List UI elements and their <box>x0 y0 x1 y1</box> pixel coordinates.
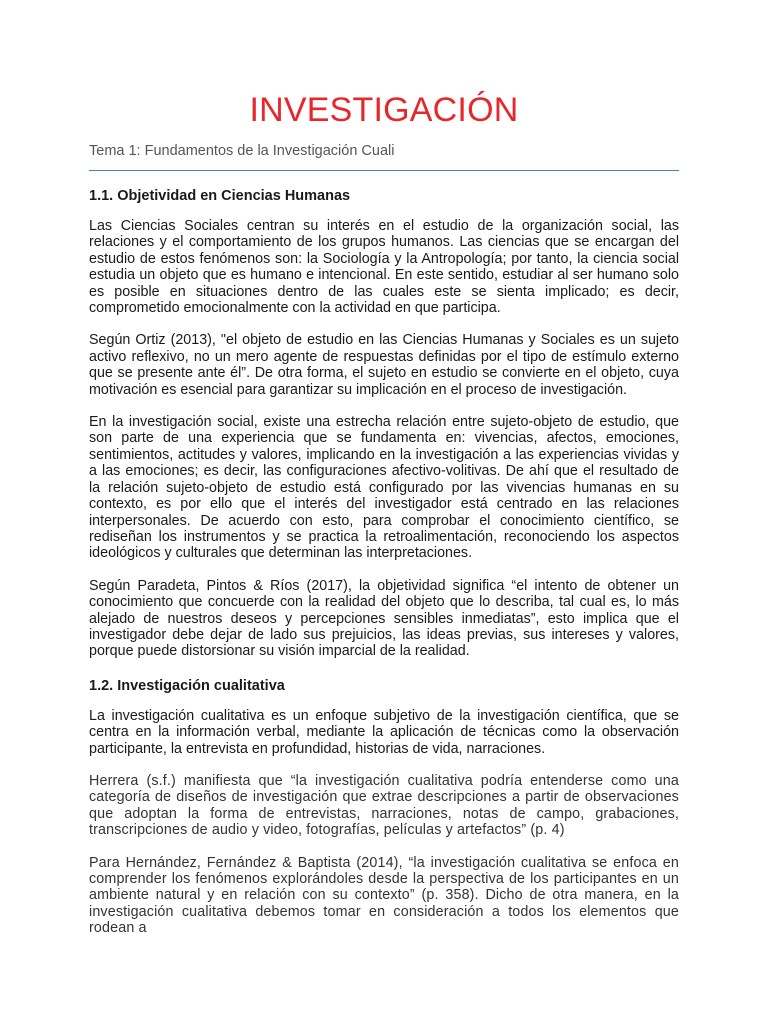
document-body <box>89 186 679 953</box>
section-objetividad <box>89 186 679 660</box>
paragraph: Según Paradeta, Pintos & Ríos (2017), la objetividad significa “el intento de obtener un conocimiento que concuerde con la realidad del objeto que lo describa, tal cual es, lo más alejado de nuestros deseos y percepciones sensibles inmediatas”, esto implica que el investigador debe dejar de lado sus prejuicios, las ideas previas, sus intereses y valores, porque puede distorsionar su visión imparcial de la realidad. <box>89 577 679 660</box>
paragraph: En la investigación social, existe una estrecha relación entre sujeto-objeto de estudio, que son parte de una experiencia que se fundamenta en: vivencias, afectos, emociones, sentimientos, actitudes y valores, implicando en la investigación a las experiencias vividas y a las emociones; es decir, las configuraciones afectivo-volitivas. De ahí que el resultado de la relación sujeto-objeto de estudio está configurado por las vivencias humanas en su contexto, es por ello que el interés del investigador está centrado en las relaciones interpersonales. De acuerdo con esto, para comprobar el conocimiento científico, se rediseñan los instrumentos y se practica la retroalimentación, reconociendo los aspectos ideológicos y culturales que determinan las interpretaciones. <box>89 414 679 562</box>
header-divider <box>89 170 679 171</box>
section-heading: 1.2. Investigación cualitativa <box>89 677 285 694</box>
paragraph: Para Hernández, Fernández & Baptista (2014), “la investigación cualitativa se enfoca en comprender los fenómenos explorándoles desde la perspectiva de los participantes en un ambiente natural y en relación con su contexto” (p. 358). Dicho de otra manera, en la investigación cualitativa debemos tomar en consideración a todos los elementos que rodean a <box>89 854 679 937</box>
paragraph: Según Ortiz (2013), "el objeto de estudio en las Ciencias Humanas y Sociales es un sujeto activo reflexivo, no un mero agente de respuestas definidas por el tipo de estímulo externo que se presente ante él”. De otra forma, el sujeto en estudio se convierte en el objeto, cuya motivación es esencial para garantizar su implicación en el proceso de investigación. <box>89 332 679 398</box>
paragraph: La investigación cualitativa es un enfoque subjetivo de la investigación científica, que se centra en la información verbal, mediante la aplicación de técnicas como la observación participante, la entrevista en profundidad, historias de vida, narraciones. <box>89 707 679 757</box>
section-investigacion-cualitativa <box>89 676 679 937</box>
section-heading: 1.1. Objetividad en Ciencias Humanas <box>89 188 351 204</box>
document-subtitle: Tema 1: Fundamentos de la Investigación Cuali <box>89 143 395 159</box>
paragraph: Herrera (s.f.) manifiesta que “la investigación cualitativa podría entenderse como una categoría de diseños de investigación que extrae descripciones a partir de observaciones que adoptan la forma de entrevistas, narraciones, notas de campo, grabaciones, transcripciones de audio y video, fotografías, películas y artefactos” (p. 4) <box>89 772 679 839</box>
document-title: INVESTIGACIÓN <box>249 91 519 129</box>
paragraph: Las Ciencias Sociales centran su interés en el estudio de la organización social, las relaciones y el comportamiento de los grupos humanos. Las ciencias que se encargan del estudio de estos fenómenos son: la Sociología y la Antropología; por tanto, la ciencia social estudia un objeto que es humano e intencional. En este sentido, estudiar al ser humano solo es posible en situaciones dentro de las cuales este se sienta implicado; es decir, comprometido emocionalmente con la actividad en que participa. <box>89 218 679 317</box>
